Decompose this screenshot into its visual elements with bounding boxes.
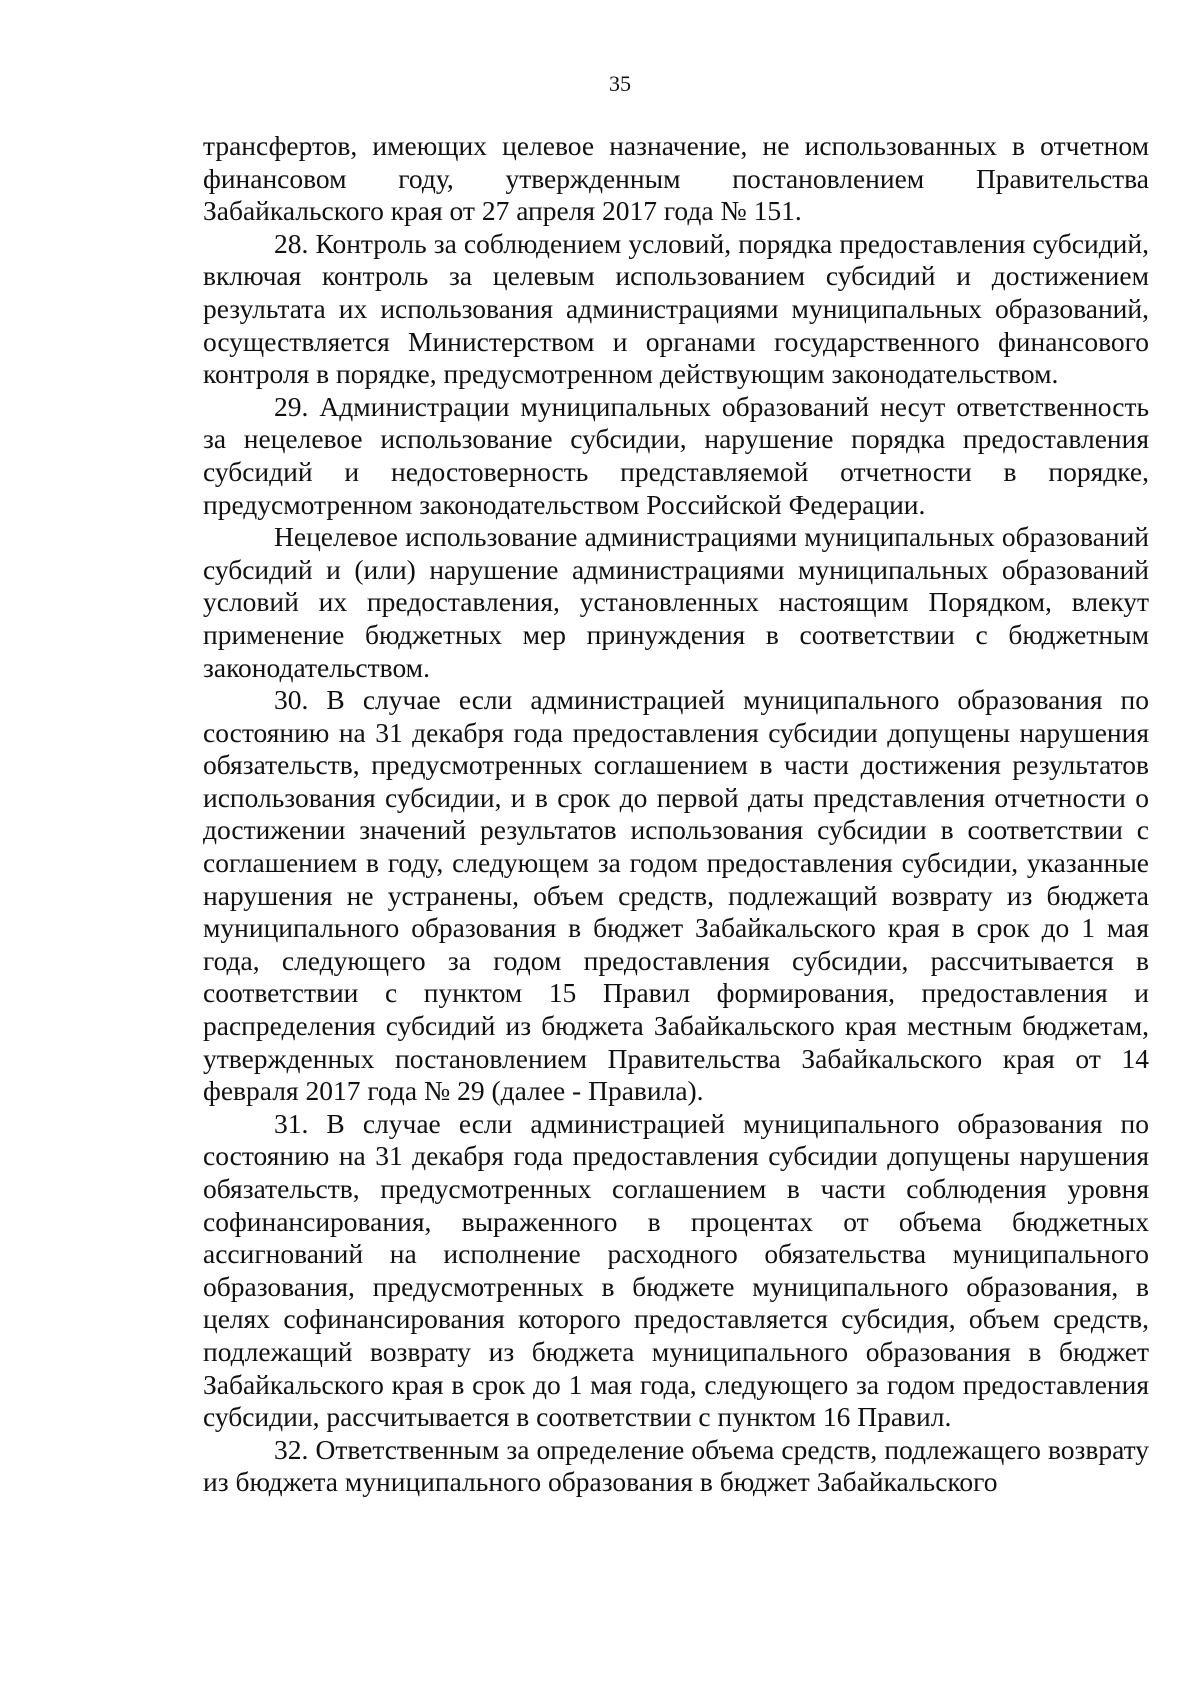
paragraph: 28. Контроль за соблюдением условий, порядка предоставления субсидий, включая контроль за целевым использованием субсидий и достижением результата их использования администрациями муниципальных образований, осуществляется Министерством и органами государственного финансового контроля в порядке, предусмотренном действующим законодательством. <box>203 227 1149 390</box>
document-body <box>203 130 1149 1499</box>
paragraph: 30. В случае если администрацией муниципального образования по состоянию на 31 декабря года предоставления субсидии допущены нарушения обязательств, предусмотренных соглашением в части достижения результатов использования субсидии, и в срок до первой даты представления отчетности о достижении значений результатов использования субсидии в соответствии с соглашением в году, следующем за годом предоставления субсидии, указанные нарушения не устранены, объем средств, подлежащий возврату из бюджета муниципального образования в бюджет Забайкальского края в срок до 1 мая года, следующего за годом предоставления субсидии, рассчитывается в соответствии с пунктом 15 Правил формирования, предоставления и распределения субсидий из бюджета Забайкальского края местным бюджетам, утвержденных постановлением Правительства Забайкальского края от 14 февраля 2017 года № 29 (далее - Правила). <box>203 684 1149 1107</box>
paragraph: 29. Администрации муниципальных образований несут ответственность за нецелевое использование субсидии, нарушение порядка предоставления субсидий и недостоверность представляемой отчетности в порядке, предусмотренном законодательством Российской Федерации. <box>203 390 1149 520</box>
paragraph: трансфертов, имеющих целевое назначение, не использованных в отчетном финансовом году, утвержденным постановлением Правительства Забайкальского края от 27 апреля 2017 года № 151. <box>203 130 1149 227</box>
page-number: 35 <box>609 71 631 96</box>
paragraph: Нецелевое использование администрациями муниципальных образований субсидий и (или) нарушение администрациями муниципальных образований условий их предоставления, установленных настоящим Порядком, влекут применение бюджетных мер принуждения в соответствии с бюджетным законодательством. <box>203 521 1149 683</box>
paragraph: 31. В случае если администрацией муниципального образования по состоянию на 31 декабря года предоставления субсидии допущены нарушения обязательств, предусмотренных соглашением в части соблюдения уровня софинансирования, выраженного в процентах от объема бюджетных ассигнований на исполнение расходного обязательства муниципального образования, предусмотренных в бюджете муниципального образования, в целях софинансирования которого предоставляется субсидия, объем средств, подлежащий возврату из бюджета муниципального образования в бюджет Забайкальского края в срок до 1 мая года, следующего за годом предоставления субсидии, рассчитывается в соответствии с пунктом 16 Правил. <box>203 1107 1149 1433</box>
paragraph: 32. Ответственным за определение объема средств, подлежащего возврату из бюджета муниципального образования в бюджет Забайкальского <box>203 1433 1149 1498</box>
